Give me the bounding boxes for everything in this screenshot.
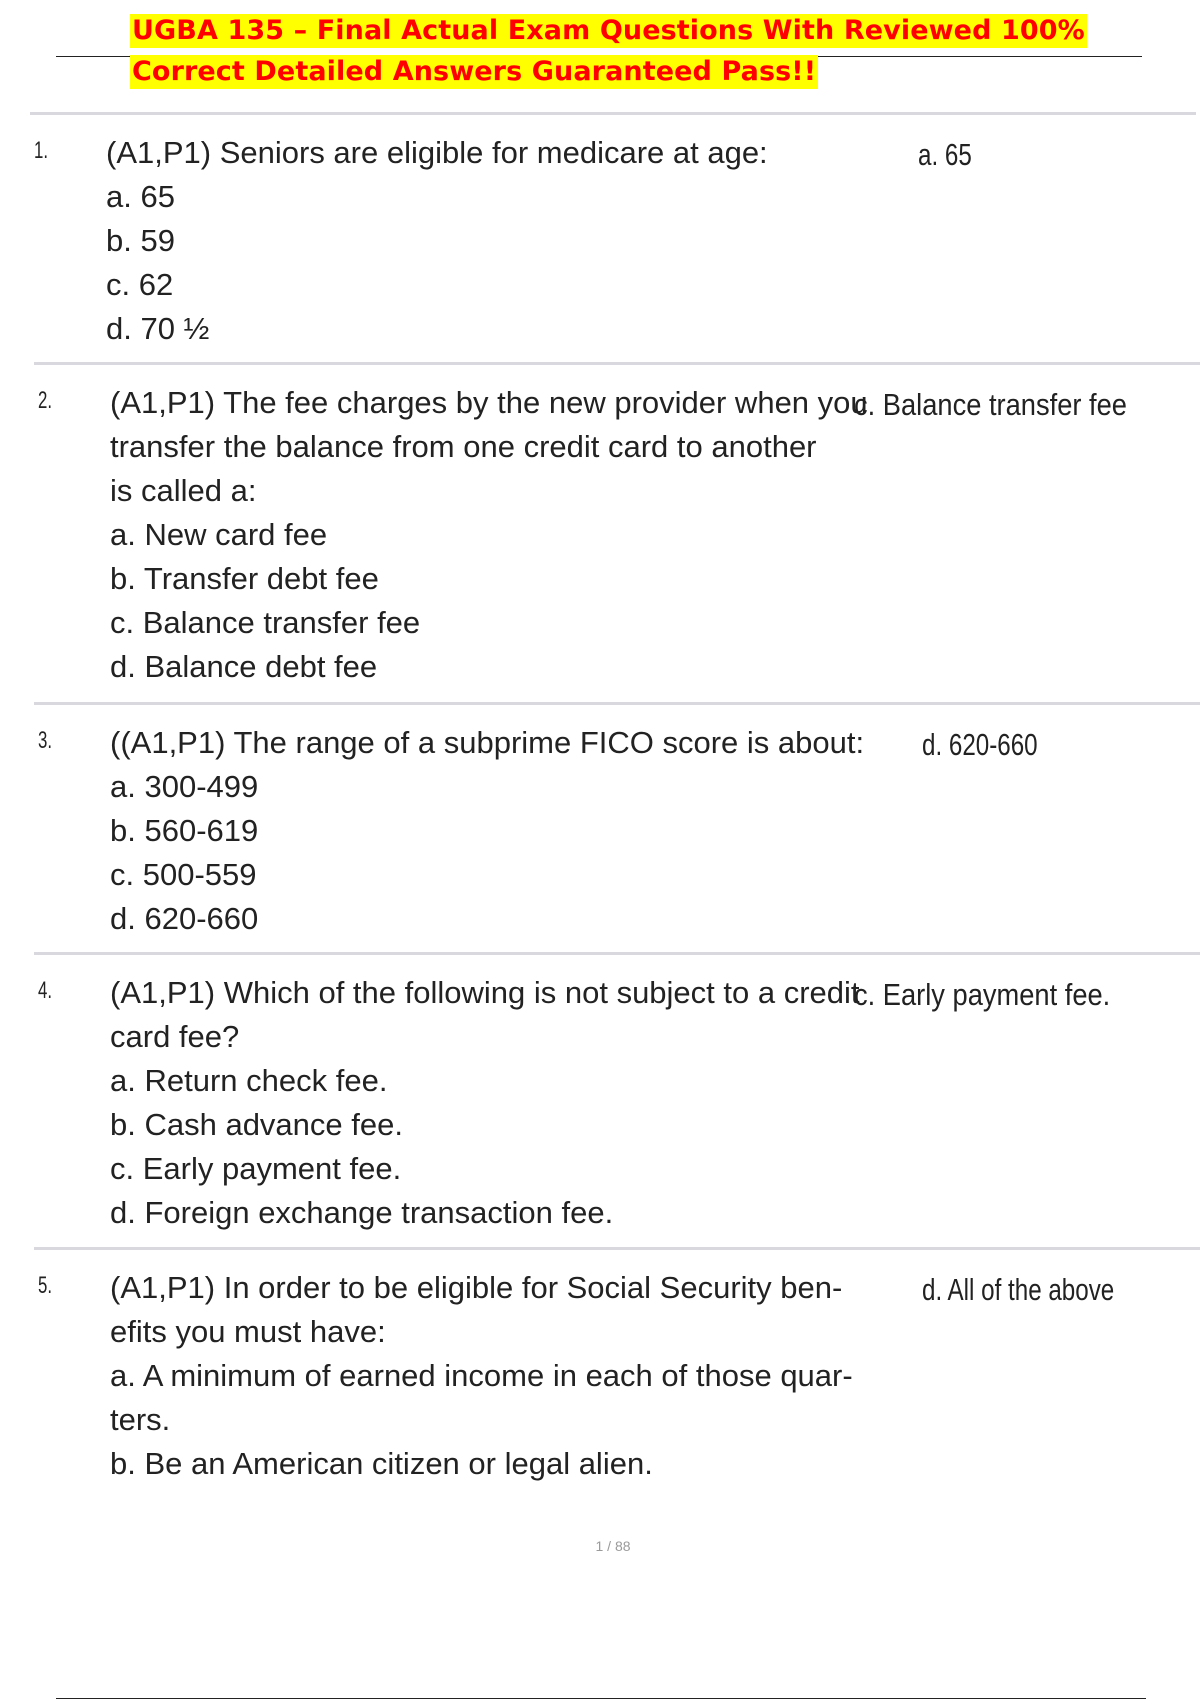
footer-rule <box>56 1698 1146 1699</box>
answer-text: c. Early payment fee. <box>854 977 1111 1012</box>
option-b: b. Transfer debt fee <box>110 561 379 596</box>
question-list <box>0 112 1200 1507</box>
option-d: d. 70 ½ <box>106 311 210 346</box>
question-number: 2. <box>38 387 53 414</box>
question-text: efits you must have: <box>110 1314 386 1349</box>
question-text: ((A1,P1) The range of a subprime FICO score is about: <box>110 725 865 760</box>
question-number: 1. <box>34 137 49 164</box>
question-text: (A1,P1) In order to be eligible for Social Security ben- <box>110 1270 843 1305</box>
option-a-continued: ters. <box>110 1402 171 1437</box>
title-line-2: Correct Detailed Answers Guaranteed Pass!! <box>132 56 817 87</box>
question-text: transfer the balance from one credit card to another <box>110 429 817 464</box>
option-b: b. Cash advance fee. <box>110 1107 403 1142</box>
question-number: 3. <box>38 727 53 754</box>
question-body <box>110 705 930 941</box>
question-body <box>110 365 930 689</box>
page-title <box>130 12 1090 94</box>
title-line <box>130 53 1090 91</box>
option-d: d. Foreign exchange transaction fee. <box>110 1195 614 1230</box>
option-c: c. 62 <box>106 267 174 302</box>
question-item-1 <box>30 112 1196 362</box>
title-line <box>130 12 1090 50</box>
title-line-1: UGBA 135 – Final Actual Exam Questions With Reviewed 100% <box>132 15 1085 46</box>
page-header <box>0 0 1200 110</box>
option-a: a. A minimum of earned income in each of those quar- <box>110 1358 853 1393</box>
question-text: card fee? <box>110 1019 240 1054</box>
question-body <box>106 115 926 351</box>
option-d: d. Balance debt fee <box>110 649 378 684</box>
question-item-4 <box>34 952 1200 1247</box>
option-b: b. Be an American citizen or legal alien. <box>110 1446 653 1481</box>
option-a: a. New card fee <box>110 517 328 552</box>
answer-text: d. All of the above <box>922 1272 1115 1307</box>
page-number: 1 / 88 <box>595 1538 631 1554</box>
question-number: 5. <box>38 1272 53 1299</box>
question-item-3 <box>34 702 1200 952</box>
question-body <box>110 1250 930 1486</box>
answer-text: d. 620-660 <box>922 727 1038 762</box>
option-a: a. 65 <box>106 179 175 214</box>
option-c: c. Balance transfer fee <box>110 605 421 640</box>
question-number: 4. <box>38 977 53 1004</box>
question-body <box>110 955 930 1235</box>
answer-text: a. 65 <box>918 137 972 172</box>
answer-text: c. Balance transfer fee <box>854 387 1127 422</box>
option-c: c. Early payment fee. <box>110 1151 402 1186</box>
option-d: d. 620-660 <box>110 901 259 936</box>
question-text: (A1,P1) Seniors are eligible for medicare at age: <box>106 135 768 170</box>
option-a: a. 300-499 <box>110 769 259 804</box>
question-item-5 <box>34 1247 1200 1507</box>
question-item-2 <box>34 362 1200 702</box>
option-b: b. 59 <box>106 223 175 258</box>
question-text: (A1,P1) The fee charges by the new provider when you <box>110 385 868 420</box>
option-c: c. 500-559 <box>110 857 257 892</box>
question-text: is called a: <box>110 473 257 508</box>
option-b: b. 560-619 <box>110 813 259 848</box>
option-a: a. Return check fee. <box>110 1063 388 1098</box>
question-text: (A1,P1) Which of the following is not subject to a credit <box>110 975 860 1010</box>
